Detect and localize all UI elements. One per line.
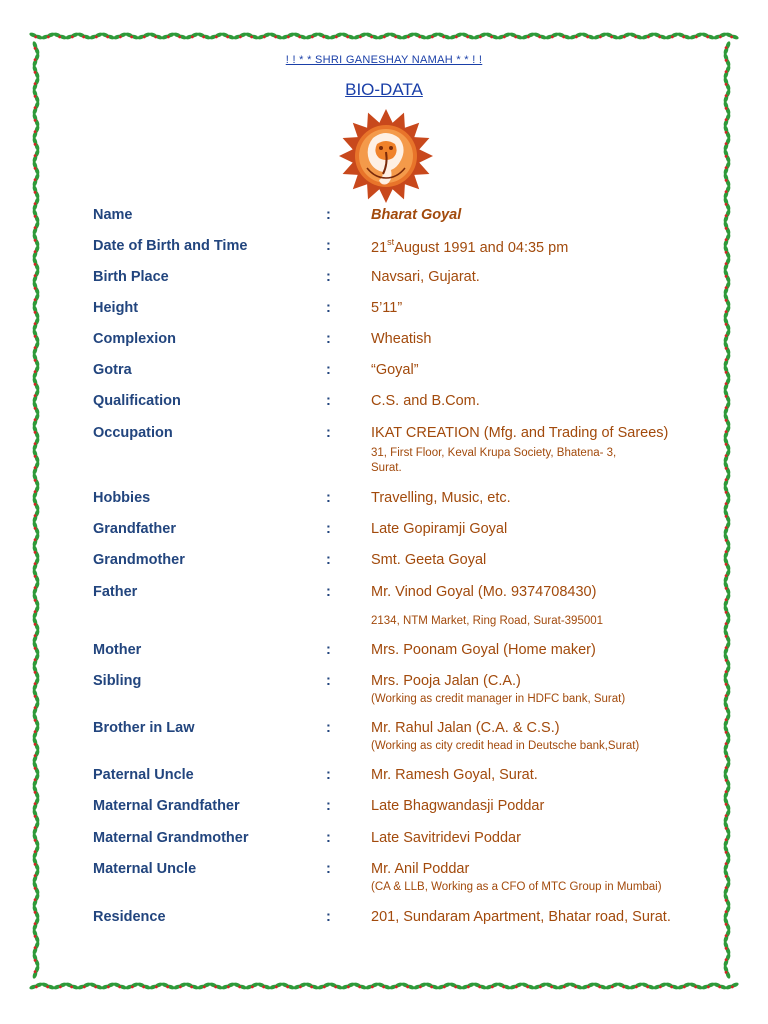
- field-label: Residence: [93, 909, 166, 925]
- field-separator: :: [326, 393, 331, 409]
- field-detail: 2134, NTM Market, Ring Road, Surat-395001: [371, 615, 604, 627]
- field-separator: :: [326, 425, 331, 441]
- field-value: C.S. and B.Com.: [371, 393, 480, 409]
- field-separator: :: [326, 909, 331, 925]
- field-separator: :: [326, 584, 331, 600]
- field-separator: :: [326, 830, 331, 846]
- ganesha-emblem-icon: [333, 108, 439, 204]
- field-separator: :: [326, 552, 331, 568]
- field-label: Maternal Grandmother: [93, 830, 249, 846]
- field-value: Mr. Vinod Goyal (Mo. 9374708430): [371, 584, 597, 600]
- field-label: Maternal Uncle: [93, 861, 197, 877]
- field-label: Mother: [93, 642, 142, 658]
- field-value: Mr. Rahul Jalan (C.A. & C.S.): [371, 720, 560, 736]
- field-detail: (Working as credit manager in HDFC bank, Surat): [371, 693, 626, 705]
- field-value: Wheatish: [371, 331, 432, 347]
- field-label: Maternal Grandfather: [93, 798, 240, 814]
- field-label: Sibling: [93, 673, 142, 689]
- field-label: Name: [93, 207, 133, 223]
- field-label: Birth Place: [93, 269, 169, 285]
- field-detail: (Working as city credit head in Deutsche bank,Surat): [371, 740, 640, 752]
- field-value: 201, Sundaram Apartment, Bhatar road, Surat.: [371, 909, 671, 925]
- field-value: Mr. Ramesh Goyal, Surat.: [371, 767, 538, 783]
- field-separator: :: [326, 767, 331, 783]
- field-value: Mr. Anil Poddar: [371, 861, 470, 877]
- field-value: IKAT CREATION (Mfg. and Trading of Sarees): [371, 425, 669, 441]
- field-label: Father: [93, 584, 138, 600]
- field-separator: :: [326, 642, 331, 658]
- field-label: Date of Birth and Time: [93, 238, 248, 254]
- page-title: BIO-DATA: [345, 80, 423, 99]
- field-label: Occupation: [93, 425, 173, 441]
- field-value: Mrs. Pooja Jalan (C.A.): [371, 673, 521, 689]
- field-separator: :: [326, 207, 331, 223]
- field-label: Complexion: [93, 331, 176, 347]
- field-value: “Goyal”: [371, 362, 419, 378]
- field-separator: :: [326, 673, 331, 689]
- field-value: Navsari, Gujarat.: [371, 269, 480, 285]
- field-label: Brother in Law: [93, 720, 195, 736]
- field-label: Hobbies: [93, 490, 151, 506]
- field-label: Grandfather: [93, 521, 176, 537]
- field-value: Mrs. Poonam Goyal (Home maker): [371, 642, 596, 658]
- field-value: Smt. Geeta Goyal: [371, 552, 487, 568]
- field-separator: :: [326, 490, 331, 506]
- field-label: Height: [93, 300, 139, 316]
- field-detail: (CA & LLB, Working as a CFO of MTC Group in Mumbai): [371, 881, 662, 893]
- field-label: Qualification: [93, 393, 181, 409]
- field-separator: :: [326, 300, 331, 316]
- field-label: Gotra: [93, 362, 132, 378]
- field-label: Paternal Uncle: [93, 767, 194, 783]
- field-value: Bharat Goyal: [371, 207, 462, 223]
- field-value: Late Savitridevi Poddar: [371, 830, 521, 846]
- field-value: 5’11”: [371, 300, 403, 316]
- field-separator: :: [326, 861, 331, 877]
- field-value: 21stAugust 1991 and 04:35 pm: [371, 237, 569, 256]
- field-separator: :: [326, 720, 331, 736]
- field-value: Late Bhagwandasji Poddar: [371, 798, 545, 814]
- field-value: Late Gopiramji Goyal: [371, 521, 508, 537]
- field-detail: 31, First Floor, Keval Krupa Society, Bhatena- 3,: [371, 447, 617, 459]
- field-separator: :: [326, 331, 331, 347]
- field-separator: :: [326, 362, 331, 378]
- field-label: Grandmother: [93, 552, 185, 568]
- field-detail: Surat.: [371, 462, 402, 474]
- field-separator: :: [326, 269, 331, 285]
- field-separator: :: [326, 798, 331, 814]
- invocation-heading: ! ! * * SHRI GANESHAY NAMAH * * ! !: [285, 54, 483, 66]
- field-value: Travelling, Music, etc.: [371, 490, 511, 506]
- field-separator: :: [326, 238, 331, 254]
- field-separator: :: [326, 521, 331, 537]
